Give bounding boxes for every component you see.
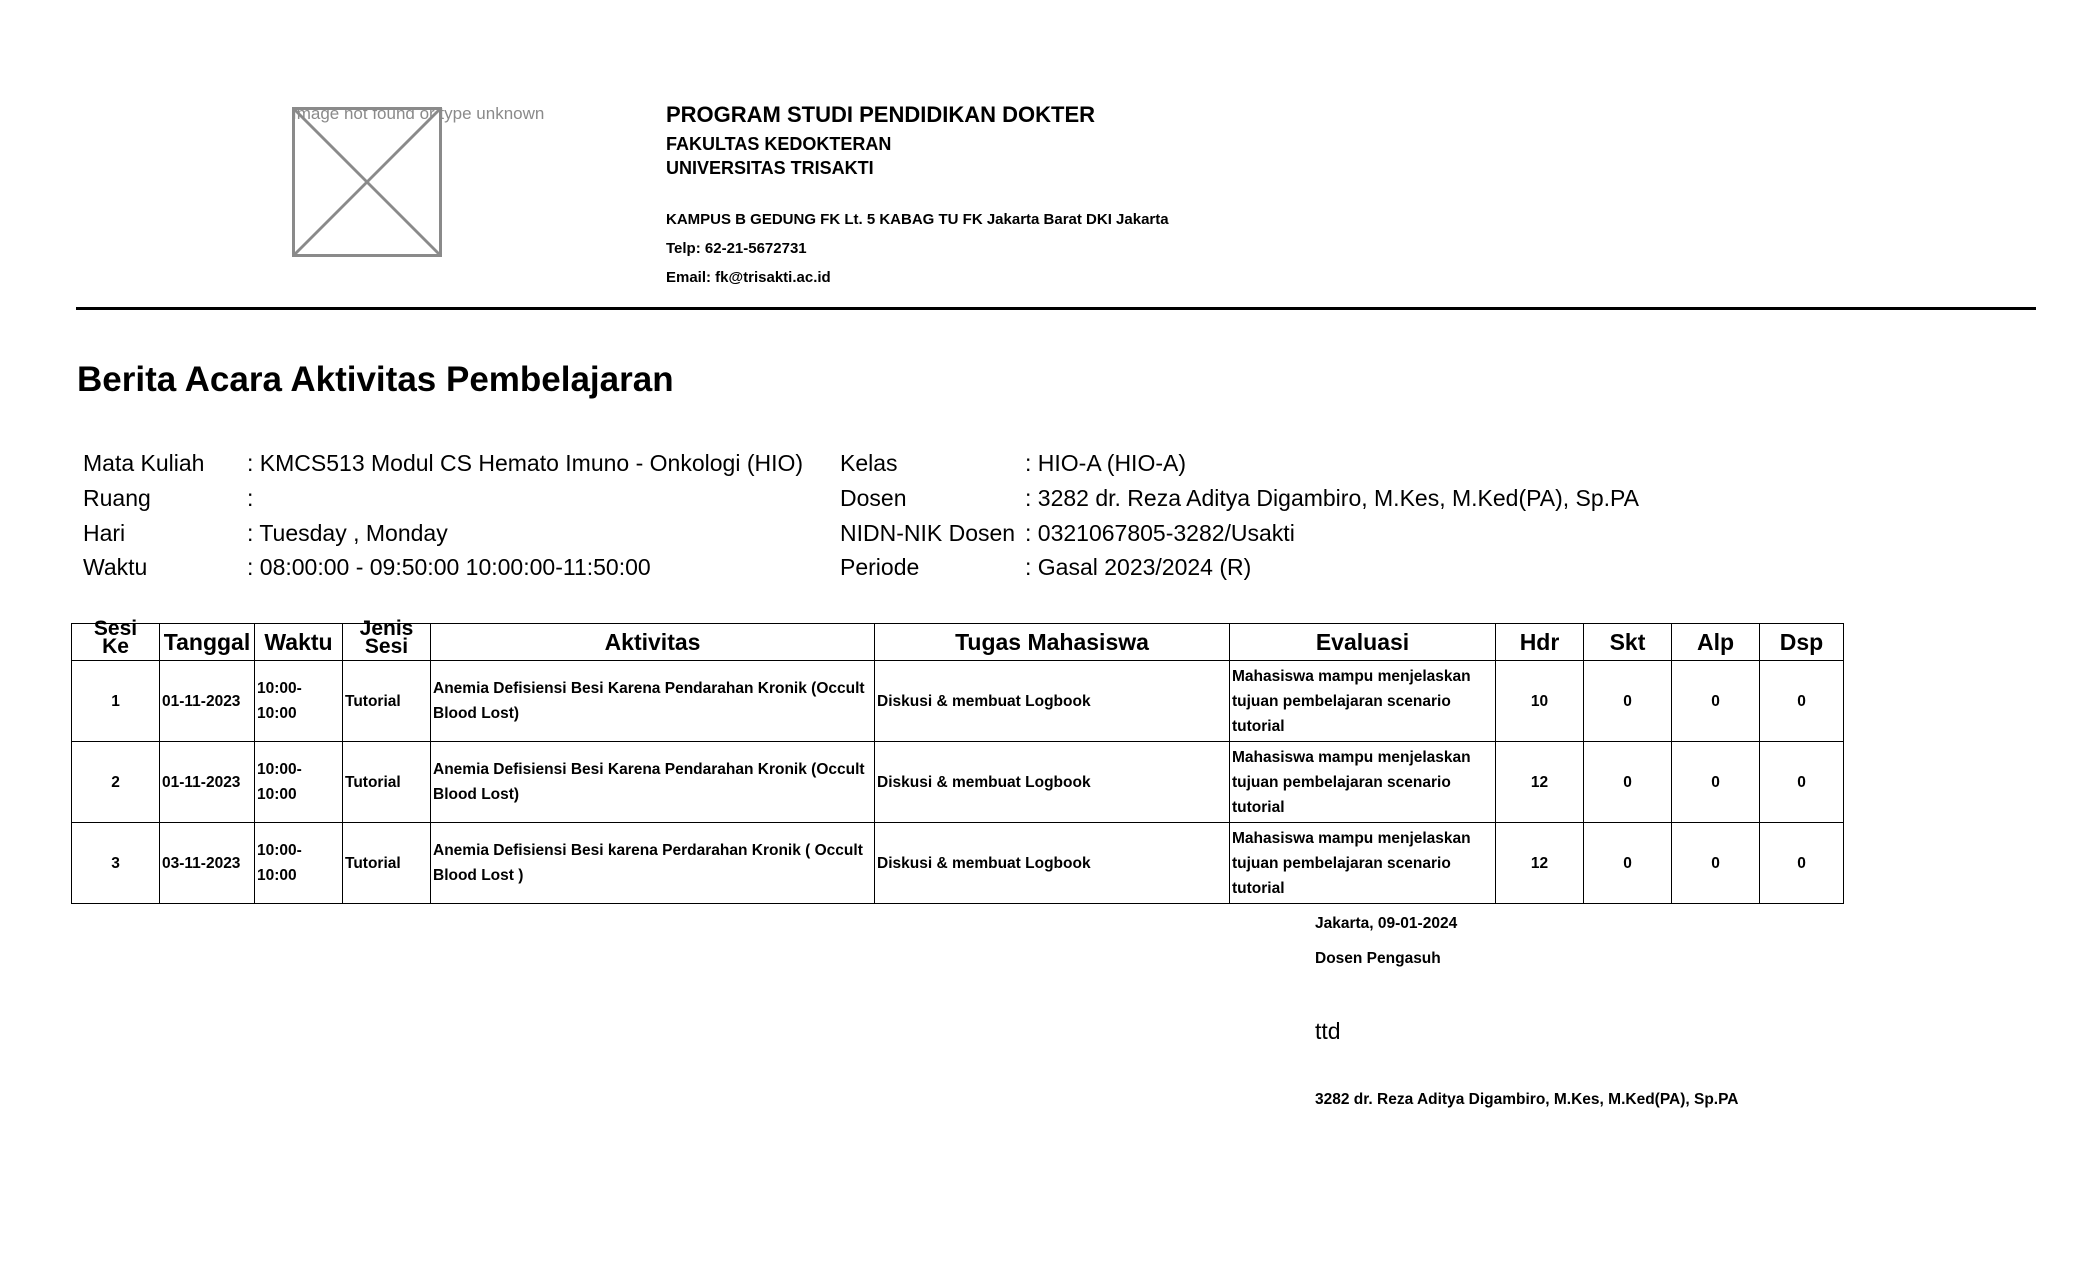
header-jenis-sesi (343, 617, 431, 661)
waktu-value: : 08:00:00 - 09:50:00 10:00:00-11:50:00 (247, 554, 651, 580)
cell-sesi: 3 (72, 823, 160, 904)
cell-evaluasi-line1: Mahasiswa mampu menjelaskan (1232, 748, 1471, 766)
ruang-label: Ruang (83, 485, 151, 511)
cell-skt: 0 (1584, 742, 1672, 823)
cell-evaluasi-line3: tutorial (1232, 798, 1285, 816)
cell-aktivitas-line1: Anemia Defisiensi Besi karena Perdarahan Kronik ( Occult (433, 842, 863, 859)
cell-skt: 0 (1584, 661, 1672, 742)
cell-evaluasi-line2: tujuan pembelajaran scenario (1232, 773, 1451, 791)
cell-waktu-line1: 10:00- (257, 680, 302, 697)
cell-dsp: 0 (1760, 661, 1844, 742)
cell-hdr: 12 (1496, 823, 1584, 904)
cell-dsp: 0 (1760, 823, 1844, 904)
cell-waktu-line2: 10:00 (257, 705, 297, 722)
cell-alp: 0 (1672, 742, 1760, 823)
table-row (72, 823, 1844, 904)
cell-dsp: 0 (1760, 742, 1844, 823)
table-header-row (72, 624, 1844, 661)
cell-sesi: 1 (72, 661, 160, 742)
table-row (72, 742, 1844, 823)
activity-table-container (71, 617, 1844, 904)
cell-hdr: 10 (1496, 661, 1584, 742)
header-tanggal: Tanggal (160, 624, 255, 661)
cell-evaluasi-line2: tujuan pembelajaran scenario (1232, 692, 1451, 710)
header-waktu: Waktu (255, 624, 343, 661)
cell-evaluasi-line3: tutorial (1232, 879, 1285, 897)
institution-email: Email: fk@trisakti.ac.id (666, 269, 831, 286)
cell-evaluasi-line1: Mahasiswa mampu menjelaskan (1232, 667, 1471, 685)
signature-place-date: Jakarta, 09-01-2024 (1315, 915, 1458, 932)
cell-aktivitas-line2: Blood Lost) (433, 705, 520, 722)
cell-jenis: Tutorial (343, 742, 431, 823)
page-title: Berita Acara Aktivitas Pembelajaran (77, 360, 674, 399)
cell-alp: 0 (1672, 661, 1760, 742)
cell-aktivitas (431, 823, 875, 904)
header-skt: Skt (1584, 624, 1672, 661)
cell-aktivitas-line1: Anemia Defisiensi Besi Karena Pendarahan Kronik (Occult (433, 680, 865, 697)
cell-waktu (255, 823, 343, 904)
cell-waktu-line2: 10:00 (257, 867, 297, 884)
cell-aktivitas (431, 661, 875, 742)
cell-aktivitas-line1: Anemia Defisiensi Besi Karena Pendarahan Kronik (Occult (433, 761, 865, 778)
header-dsp: Dsp (1760, 624, 1844, 661)
header-jenis-line2: Sesi (364, 635, 409, 658)
cell-aktivitas (431, 742, 875, 823)
hari-label: Hari (83, 520, 126, 546)
header-divider (76, 307, 2036, 310)
header-hdr: Hdr (1496, 624, 1584, 661)
cell-alp: 0 (1672, 823, 1760, 904)
cell-evaluasi-line1: Mahasiswa mampu menjelaskan (1232, 829, 1471, 847)
cell-tanggal: 03-11-2023 (160, 823, 255, 904)
header-evaluasi: Evaluasi (1230, 624, 1496, 661)
nidn-value: : 0321067805-3282/Usakti (1025, 520, 1295, 546)
institution-university: UNIVERSITAS TRISAKTI (666, 158, 874, 178)
mata-kuliah-label: Mata Kuliah (83, 450, 205, 476)
kelas-value: : HIO-A (HIO-A) (1025, 450, 1186, 476)
institution-address: KAMPUS B GEDUNG FK Lt. 5 KABAG TU FK Jakarta Barat DKI Jakarta (666, 211, 1169, 228)
header-aktivitas: Aktivitas (431, 624, 875, 661)
cell-tugas: Diskusi & membuat Logbook (875, 823, 1230, 904)
signature-role: Dosen Pengasuh (1315, 950, 1441, 967)
activity-table (71, 617, 1844, 904)
header-sesi-ke (72, 617, 160, 661)
cell-waktu-line1: 10:00- (257, 761, 302, 778)
header-jenis-line1: Jenis (359, 617, 414, 640)
ruang-value: : (247, 485, 254, 511)
cell-waktu-line1: 10:00- (257, 842, 302, 859)
broken-image-icon (292, 107, 442, 257)
dosen-label: Dosen (840, 485, 907, 511)
cell-evaluasi-line3: tutorial (1232, 717, 1285, 735)
cell-tugas: Diskusi & membuat Logbook (875, 661, 1230, 742)
signature-name: 3282 dr. Reza Aditya Digambiro, M.Kes, M.Ked(PA), Sp.PA (1315, 1091, 1739, 1108)
cell-tanggal: 01-11-2023 (160, 742, 255, 823)
cell-skt: 0 (1584, 823, 1672, 904)
institution-program: PROGRAM STUDI PENDIDIKAN DOKTER (666, 102, 1096, 127)
cell-evaluasi (1230, 823, 1496, 904)
cell-aktivitas-line2: Blood Lost ) (433, 867, 524, 884)
cell-waktu-line2: 10:00 (257, 786, 297, 803)
hari-value: : Tuesday , Monday (247, 520, 448, 546)
periode-label: Periode (840, 554, 920, 580)
header-sesi-line1: Sesi (93, 617, 138, 640)
nidn-label: NIDN-NIK Dosen (840, 520, 1016, 546)
institution-faculty: FAKULTAS KEDOKTERAN (666, 134, 892, 154)
waktu-label: Waktu (83, 554, 148, 580)
header-alp: Alp (1672, 624, 1760, 661)
kelas-label: Kelas (840, 450, 898, 476)
table-row (72, 661, 1844, 742)
mata-kuliah-value: : KMCS513 Modul CS Hemato Imuno - Onkologi (HIO) (247, 450, 804, 476)
cell-jenis: Tutorial (343, 823, 431, 904)
cell-evaluasi (1230, 661, 1496, 742)
cell-hdr: 12 (1496, 742, 1584, 823)
cell-tugas: Diskusi & membuat Logbook (875, 742, 1230, 823)
dosen-value: : 3282 dr. Reza Aditya Digambiro, M.Kes, M.Ked(PA), Sp.PA (1025, 485, 1640, 511)
signature-ttd: ttd (1315, 1018, 1341, 1044)
institution-phone: Telp: 62-21-5672731 (666, 240, 807, 257)
cell-evaluasi-line2: tujuan pembelajaran scenario (1232, 854, 1451, 872)
header-sesi-line2: Ke (102, 635, 129, 658)
cell-evaluasi (1230, 742, 1496, 823)
cell-aktivitas-line2: Blood Lost) (433, 786, 520, 803)
periode-value: : Gasal 2023/2024 (R) (1025, 554, 1252, 580)
cell-waktu (255, 742, 343, 823)
cell-tanggal: 01-11-2023 (160, 661, 255, 742)
cell-jenis: Tutorial (343, 661, 431, 742)
cell-sesi: 2 (72, 742, 160, 823)
header-tugas-mahasiswa: Tugas Mahasiswa (875, 624, 1230, 661)
logo-alt-text: Image not found or type unknown (292, 104, 545, 123)
cell-waktu (255, 661, 343, 742)
